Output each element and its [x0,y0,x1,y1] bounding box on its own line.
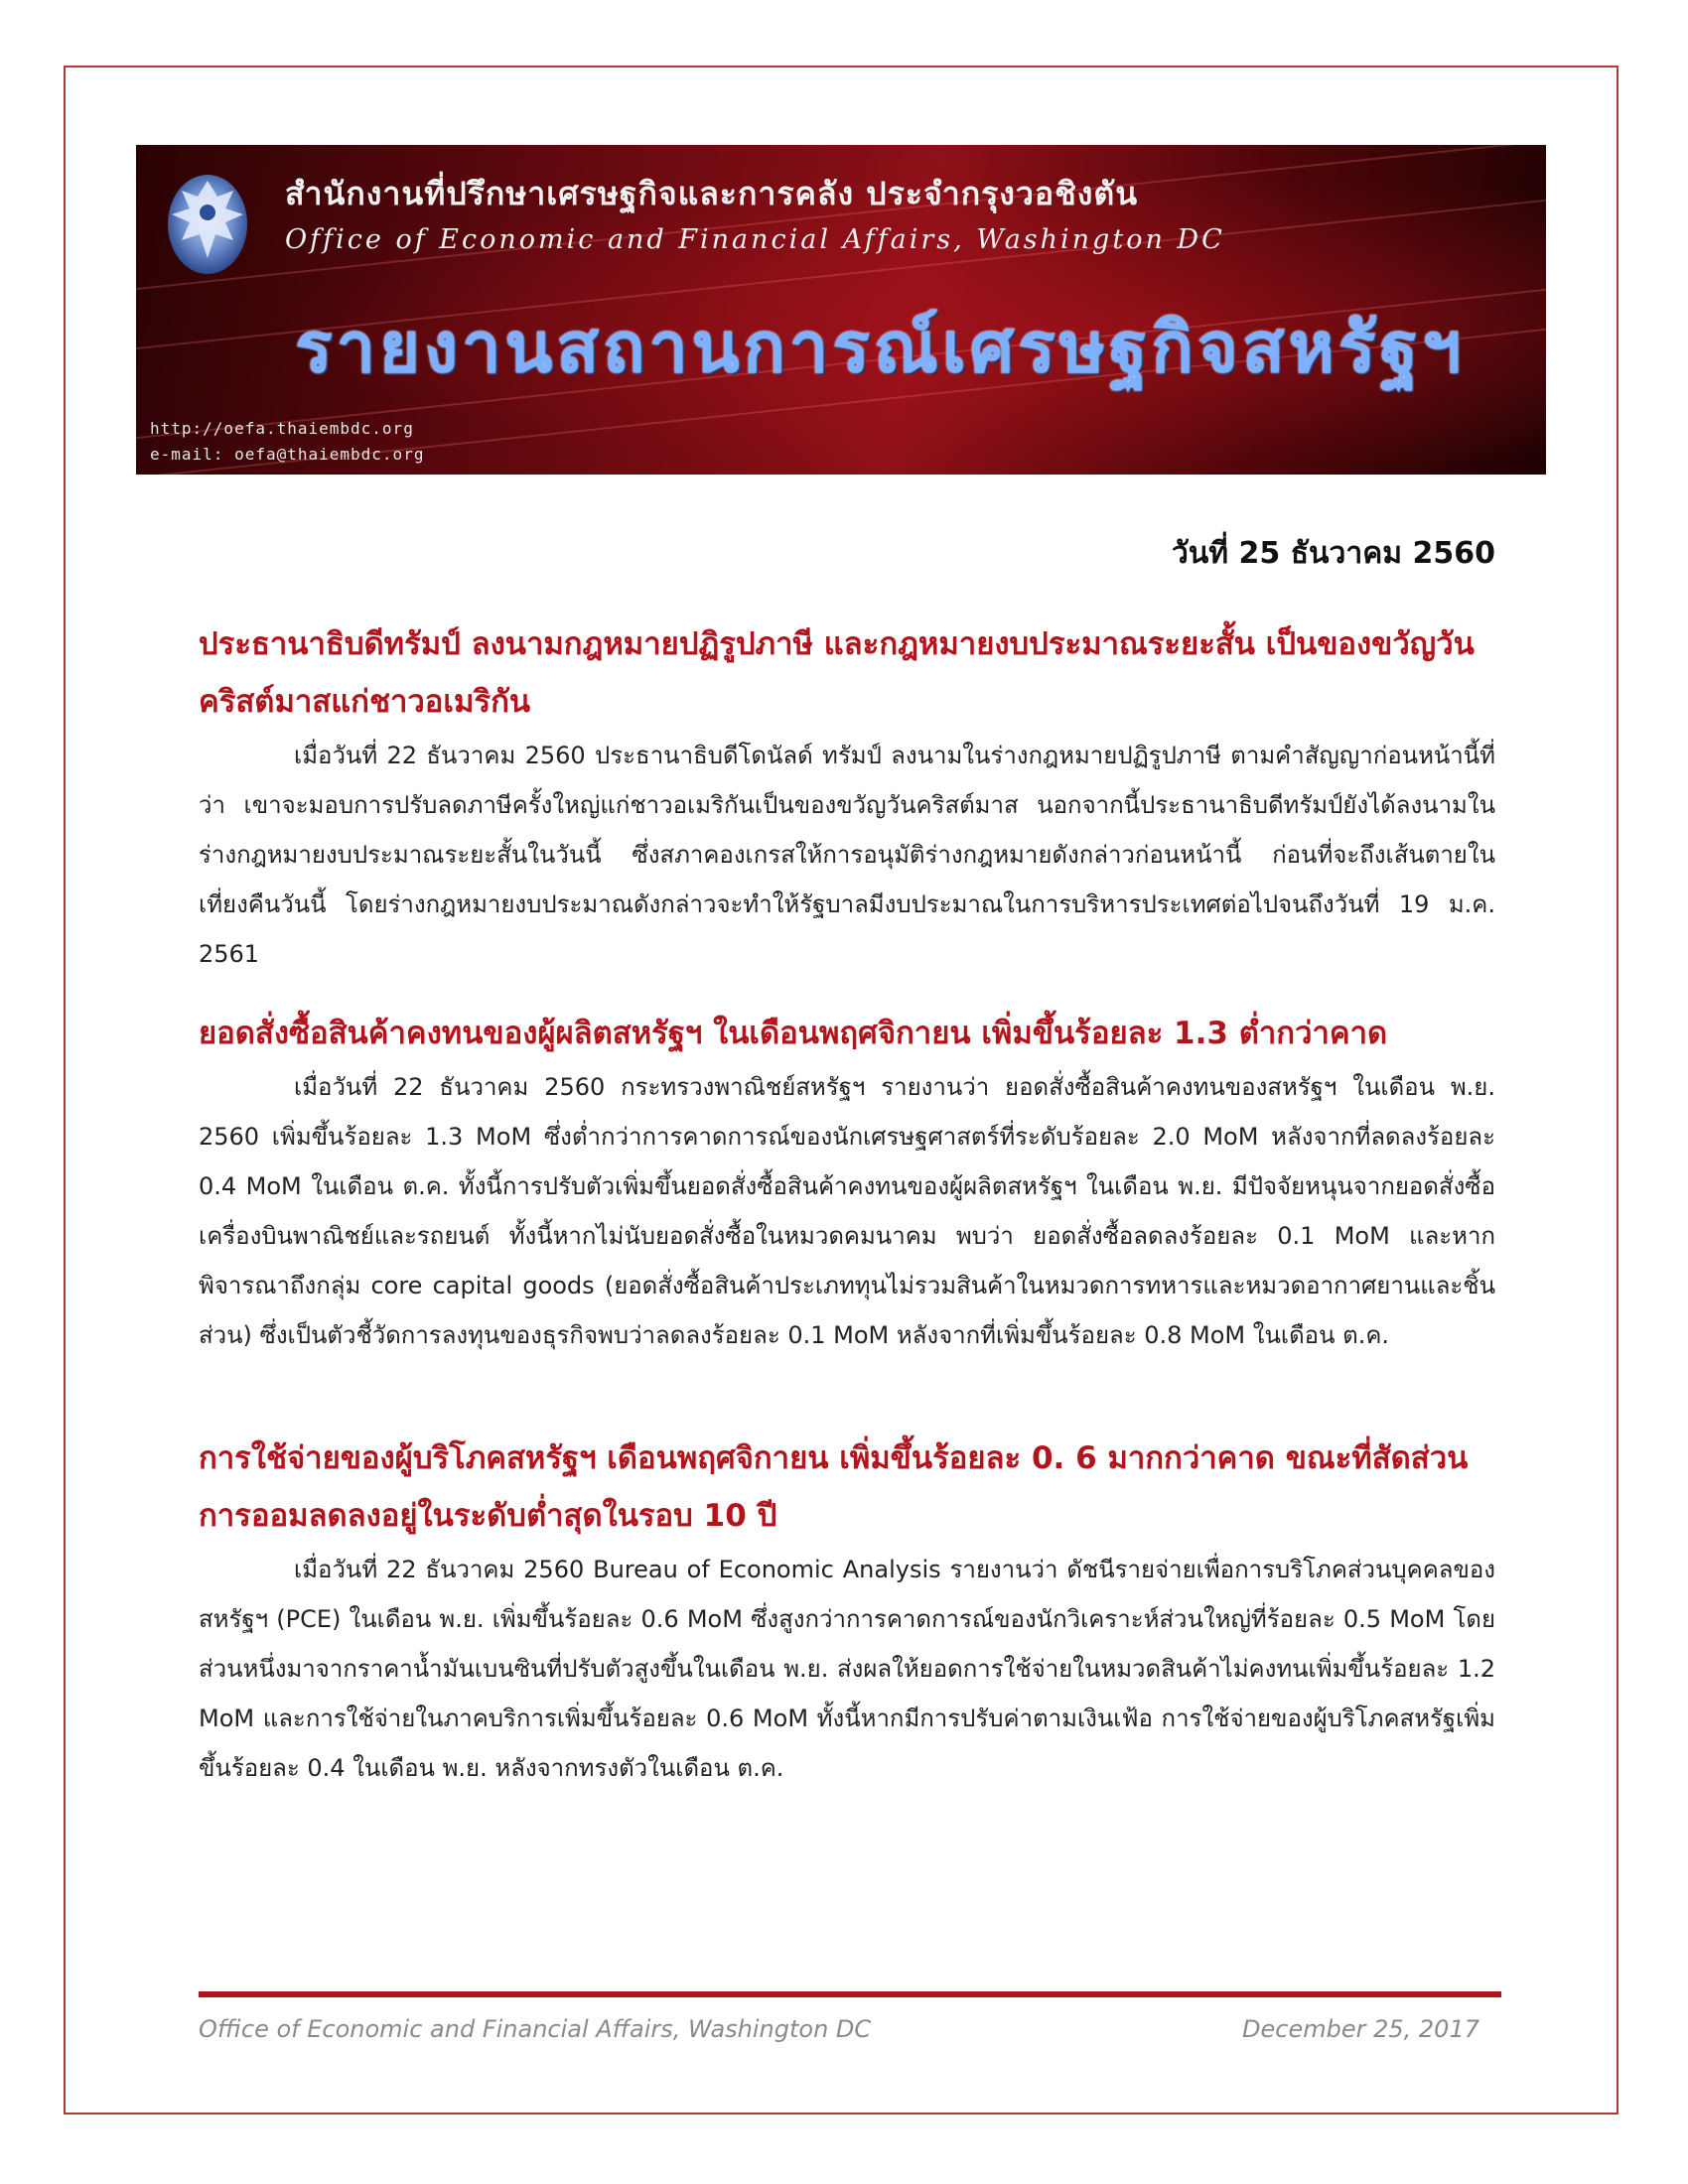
article-headline: ยอดสั่งซื้อสินค้าคงทนของผู้ผลิตสหรัฐฯ ในเดือนพฤศจิกายน เพิ่มขึ้นร้อยละ 1.3 ต่ำกว่าคาด [199,1016,1388,1051]
banner-email[interactable]: e-mail: oefa@thaiembdc.org [150,445,425,464]
banner-url[interactable]: http://oefa.thaiembdc.org [150,419,414,438]
article-headline: ประธานาธิบดีทรัมป์ ลงนามกฎหมายปฏิรูปภาษี และกฎหมายงบประมาณระยะสั้น เป็นของขวัญวันคริสต์มาสแก่ชาวอเมริกัน [199,626,1475,720]
footer-divider [199,1991,1501,1997]
article-body: เมื่อวันที่ 22 ธันวาคม 2560 Bureau of Economic Analysis รายงานว่า ดัชนีรายจ่ายเพื่อการบริโภคส่วนบุคคลของสหรัฐฯ (PCE) ในเดือน พ.ย. เพิ่มขึ้นร้อยละ 0.6 MoM ซึ่งสูงกว่าการคาดการณ์ของนักวิเคราะห์ส่วนใหญ่ที่ร้อยละ 0.5 MoM โดยส่วนหนึ่งมาจากราคาน้ำมันเบนซินที่ปรับตัวสูงขึ้นในเดือน พ.ย. ส่งผลให้ยอดการใช้จ่ายในหมวดสินค้าไม่คงทนเพิ่มขึ้นร้อยละ 1.2 MoM และการใช้จ่ายในภาคบริการเพิ่มขึ้นร้อยละ 0.6 MoM ทั้งนี้หากมีการปรับค่าตามเงินเฟ้อ การใช้จ่ายของผู้บริโภคสหรัฐเพิ่มขึ้นร้อยละ 0.4 ในเดือน พ.ย. หลังจากทรงตัวในเดือน ต.ค. [199,1556,1495,1782]
footer-office-name: Office of Economic and Financial Affairs, Washington DC [199,2015,872,2043]
article-consumer-spending [199,1430,1495,1793]
garuda-emblem-icon [164,167,251,278]
article-body: เมื่อวันที่ 22 ธันวาคม 2560 กระทรวงพาณิชย์สหรัฐฯ รายงานว่า ยอดสั่งซื้อสินค้าคงทนของสหรัฐฯ ในเดือน พ.ย. 2560 เพิ่มขึ้นร้อยละ 1.3 MoM ซึ่งต่ำกว่าการคาดการณ์ของนักเศรษฐศาสตร์ที่ระดับร้อยละ 2.0 MoM หลังจากที่ลดลงร้อยละ 0.4 MoM ในเดือน ต.ค. ทั้งนี้การปรับตัวเพิ่มขึ้นยอดสั่งซื้อสินค้าคงทนของผู้ผลิตสหรัฐฯ ในเดือน พ.ย. มีปัจจัยหนุนจากยอดสั่งซื้อเครื่องบินพาณิชย์และรถยนต์ ทั้งนี้หากไม่นับยอดสั่งซื้อในหมวดคมนาคม พบว่า ยอดสั่งซื้อลดลงร้อยละ 0.1 MoM และหากพิจารณาถึงกลุ่ม core capital goods (ยอดสั่งซื้อสินค้าประเภททุนไม่รวมสินค้าในหมวดการทหารและหมวดอากาศยานและชิ้นส่วน) ซึ่งเป็นตัวชี้วัดการลงทุนของธุรกิจพบว่าลดลงร้อยละ 0.1 MoM หลังจากที่เพิ่มขึ้นร้อยละ 0.8 MoM ในเดือน ต.ค. [199,1073,1495,1349]
header-banner [136,145,1546,475]
footer-date: December 25, 2017 [1242,2015,1479,2043]
article-headline: การใช้จ่ายของผู้บริโภคสหรัฐฯ เดือนพฤศจิกายน เพิ่มขึ้นร้อยละ 0. 6 มากกว่าคาด ขณะที่สัดส่วนการออมลดลงอยู่ในระดับต่ำสุดในรอบ 10 ปี [199,1440,1469,1534]
article-tax-reform [199,615,1495,979]
article-body: เมื่อวันที่ 22 ธันวาคม 2560 ประธานาธิบดีโดนัลด์ ทรัมป์ ลงนามในร่างกฎหมายปฏิรูปภาษี ตามคำสัญญาก่อนหน้านี้ที่ว่า เขาจะมอบการปรับลดภาษีครั้งใหญ่แก่ชาวอเมริกันเป็นของขวัญวันคริสต์มาส นอกจากนี้ประธานาธิบดีทรัมป์ยังได้ลงนามในร่างกฎหมายงบประมาณระยะสั้นในวันนี้ ซึ่งสภาคองเกรสให้การอนุมัติร่างกฎหมายดังกล่าวก่อนหน้านี้ ก่อนที่จะถึงเส้นตายในเที่ยงคืนวันนี้ โดยร่างกฎหมายงบประมาณดังกล่าวจะทำให้รัฐบาลมีงบประมาณในการบริหารประเทศต่อไปจนถึงวันที่ 19 ม.ค. 2561 [199,742,1495,968]
article-list [199,615,1495,1793]
banner-english-org-name: Office of Economic and Financial Affairs, Washington DC [285,224,1225,255]
report-date: วันที่ 25 ธันวาคม 2560 [1171,536,1495,571]
banner-report-title: รายงานสถานการณ์เศรษฐกิจสหรัฐฯ [295,307,1466,388]
article-durable-goods [199,1005,1495,1360]
banner-thai-org-name: สำนักงานที่ปรึกษาเศรษฐกิจและการคลัง ประจำกรุงวอชิงตัน [285,175,1139,212]
